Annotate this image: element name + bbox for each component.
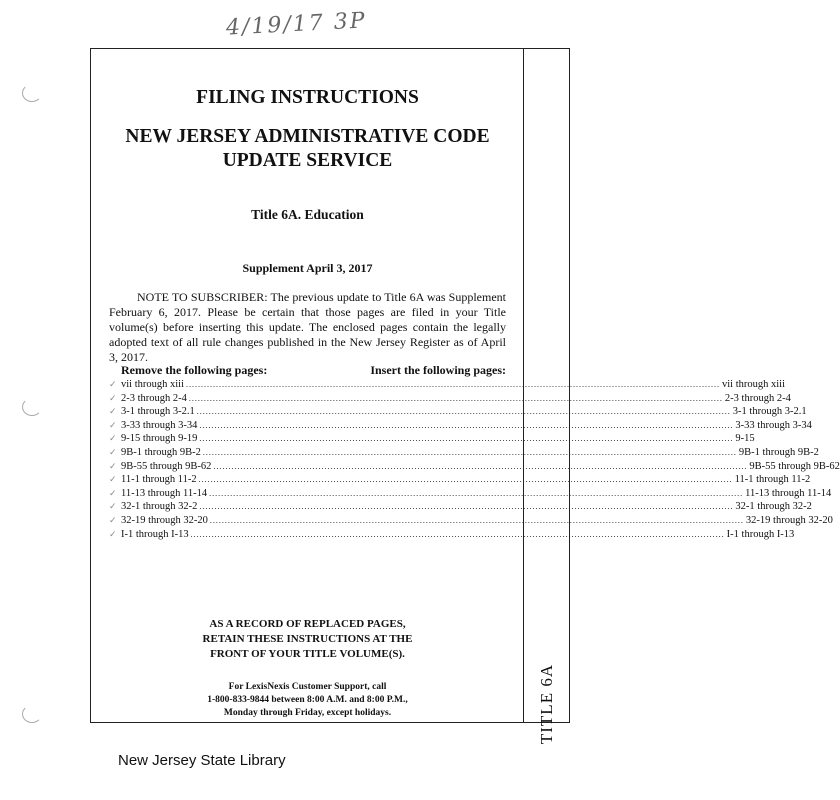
insert-range: 3-33 through 3-34	[735, 419, 812, 431]
leader-dots: ..................................................................................................................................................................................	[213, 461, 748, 471]
remove-range: 9B-55 through 9B-62	[121, 460, 212, 472]
spine-tab	[523, 49, 569, 745]
punch-hole-bottom	[22, 705, 42, 723]
supplement-date: Supplement April 3, 2017	[242, 261, 373, 275]
insert-range: 9B-1 through 9B-2	[738, 446, 819, 458]
list-item	[109, 406, 807, 420]
record-instructions	[109, 617, 506, 662]
leader-dots: ..................................................................................................................................................................................	[202, 447, 737, 457]
title-line-service: UPDATE SERVICE	[222, 150, 393, 171]
insert-range: 2-3 through 2-4	[724, 392, 791, 404]
list-item	[109, 514, 833, 529]
note-to-subscriber: NOTE TO SUBSCRIBER: The previous update to Title 6A was Supplement February 6, 2017. Please be certain that those pages are filed in your Title volume(s) before inserting this update. The enclosed pages contain the legally adopted text of all rule changes published in the New Jersey Register as of April 3, 2017.	[109, 290, 506, 364]
remove-pages-header: Remove the following pages:	[121, 363, 268, 377]
title-filing-instructions: FILING INSTRUCTIONS	[196, 87, 419, 108]
list-item	[109, 501, 812, 515]
check-mark-icon: ✓	[109, 433, 117, 444]
support-line: For LexisNexis Customer Support, call	[228, 682, 387, 692]
handwritten-date-note: 4/19/17 3P	[225, 8, 368, 41]
spine-title-label: TITLE 6A	[536, 663, 556, 745]
leader-dots: ..................................................................................................................................................................................	[209, 488, 744, 498]
insert-range: I-1 through I-13	[726, 528, 795, 540]
punch-hole-middle	[22, 398, 42, 416]
insert-range: 32-1 through 32-2	[735, 501, 812, 513]
support-line: Monday through Friday, except holidays.	[223, 708, 392, 718]
list-item	[109, 433, 755, 447]
leader-dots: ..................................................................................................................................................................................	[196, 407, 731, 417]
list-item	[109, 460, 840, 475]
leader-dots: ..................................................................................................................................................................................	[199, 420, 734, 430]
insert-pages-header: Insert the following pages:	[370, 363, 506, 377]
punch-hole-top	[22, 84, 42, 102]
remove-range: 11-13 through 11-14	[121, 487, 208, 499]
remove-range: 32-19 through 32-20	[121, 514, 208, 526]
list-item	[109, 392, 791, 407]
check-mark-icon: ✓	[109, 419, 117, 430]
record-line: AS A RECORD OF REPLACED PAGES,	[209, 618, 406, 630]
remove-range: 9-15 through 9-19	[121, 433, 198, 445]
check-mark-icon: ✓	[109, 501, 117, 512]
list-item	[109, 446, 819, 461]
list-item	[109, 487, 832, 502]
leader-dots: ..................................................................................................................................................................................	[199, 434, 734, 444]
remove-range: 32-1 through 32-2	[121, 501, 198, 513]
insert-range: 3-1 through 3-2.1	[732, 406, 807, 418]
leader-dots: ..................................................................................................................................................................................	[190, 529, 725, 539]
remove-range: 11-1 through 11-2	[121, 474, 197, 486]
check-mark-icon: ✓	[109, 392, 117, 403]
insert-range: vii through xiii	[722, 379, 785, 390]
leader-dots: ..................................................................................................................................................................................	[209, 515, 744, 525]
leader-dots: ..................................................................................................................................................................................	[199, 502, 734, 512]
page-list	[109, 379, 840, 542]
customer-support-info	[109, 681, 506, 720]
check-mark-icon: ✓	[109, 406, 117, 417]
leader-dots: ..................................................................................................................................................................................	[186, 380, 720, 389]
check-mark-icon: ✓	[109, 460, 117, 471]
insert-range: 9-15	[735, 433, 755, 445]
leader-dots: ..................................................................................................................................................................................	[188, 393, 723, 403]
record-line: RETAIN THESE INSTRUCTIONS AT THE	[202, 633, 413, 645]
subject-title: Title 6A. Education	[251, 207, 364, 222]
insert-range: 11-1 through 11-2	[734, 474, 811, 486]
insert-range: 9B-55 through 9B-62	[749, 460, 840, 472]
page-list-header	[109, 363, 506, 378]
list-item	[109, 379, 785, 393]
title-code-update	[109, 125, 506, 173]
remove-range: vii through xiii	[121, 379, 184, 390]
remove-range: 2-3 through 2-4	[121, 392, 187, 404]
title-line-code: NEW JERSEY ADMINISTRATIVE CODE	[125, 126, 490, 147]
list-item	[109, 419, 812, 434]
record-line: FRONT OF YOUR TITLE VOLUME(S).	[210, 648, 405, 660]
remove-range: 3-33 through 3-34	[121, 419, 198, 431]
check-mark-icon: ✓	[109, 528, 117, 539]
check-mark-icon: ✓	[109, 446, 117, 457]
check-mark-icon: ✓	[109, 514, 117, 525]
remove-range: 3-1 through 3-2.1	[121, 406, 195, 418]
insert-range: 32-19 through 32-20	[745, 514, 833, 526]
insert-range: 11-13 through 11-14	[745, 487, 832, 499]
check-mark-icon: ✓	[109, 487, 117, 498]
leader-dots: ..................................................................................................................................................................................	[198, 475, 733, 485]
list-item	[109, 528, 795, 543]
remove-range: I-1 through I-13	[121, 528, 189, 540]
list-item	[109, 474, 811, 488]
document-frame	[90, 48, 840, 745]
library-stamp: New Jersey State Library	[118, 752, 286, 769]
remove-range: 9B-1 through 9B-2	[121, 446, 201, 458]
check-mark-icon: ✓	[109, 474, 117, 485]
support-phone-line: 1-800-833-9844 between 8:00 A.M. and 8:00 P.M.,	[207, 695, 408, 705]
check-mark-icon: ✓	[109, 379, 117, 389]
